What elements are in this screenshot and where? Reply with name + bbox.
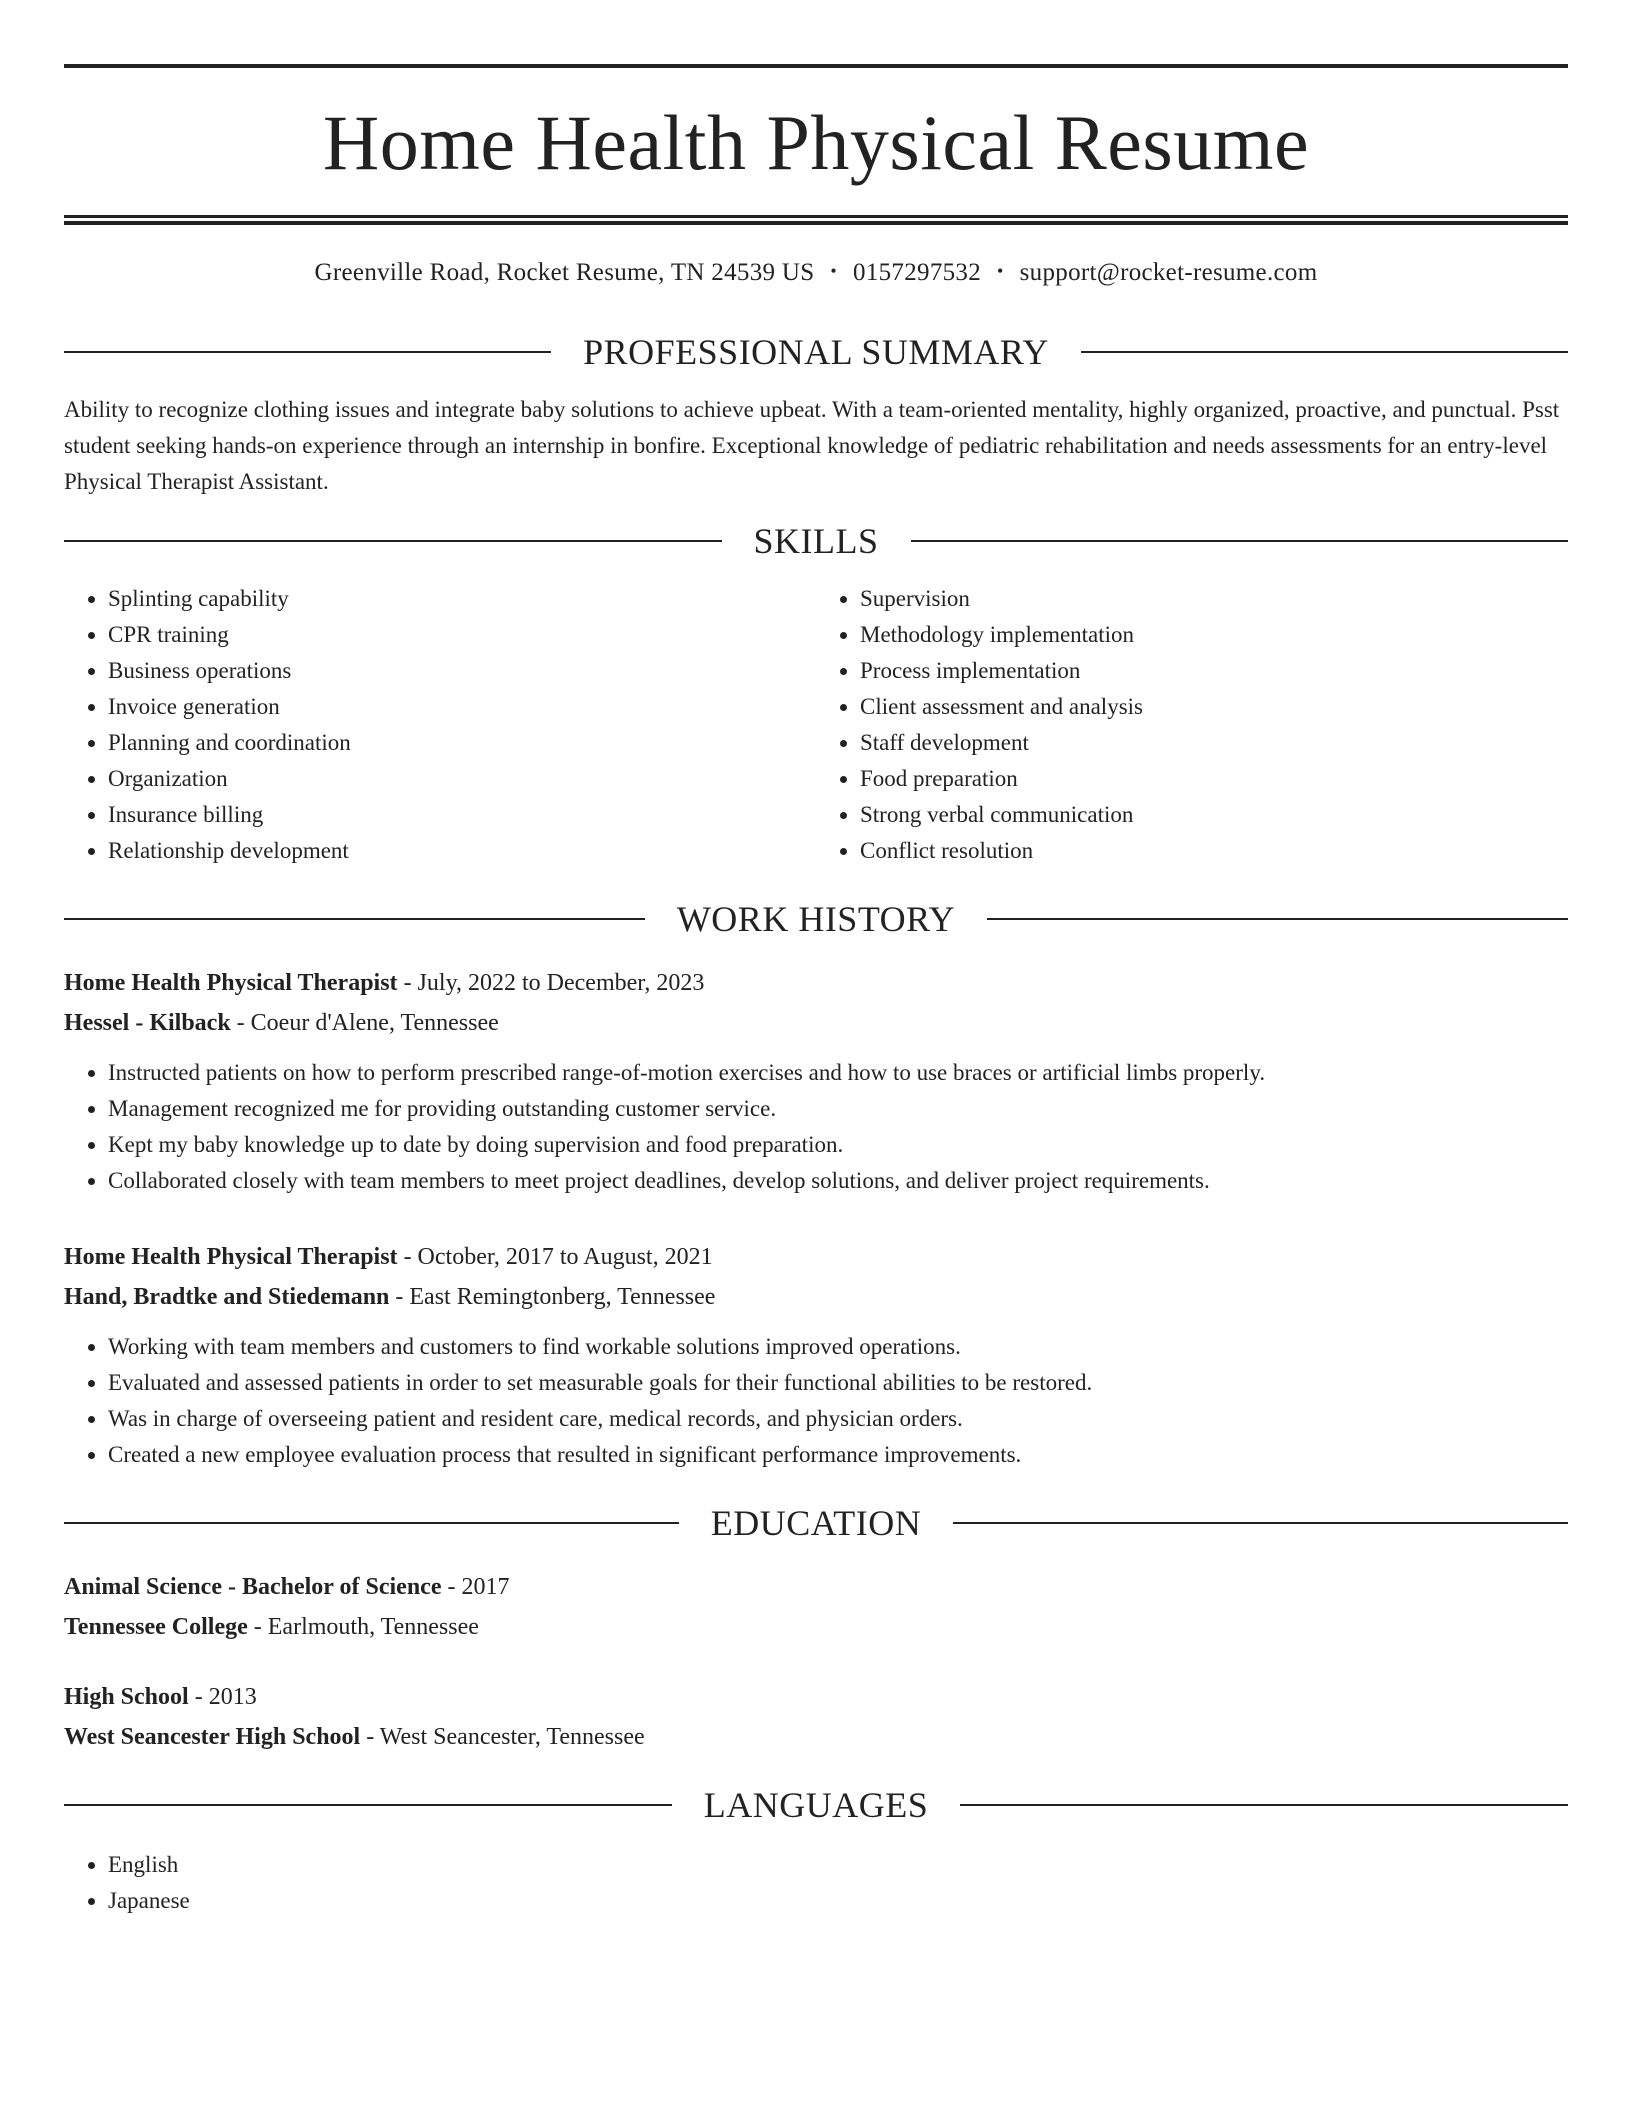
job-duty: • Management recognized me for providing outstanding customer service. bbox=[108, 1091, 1568, 1127]
summary-text: Ability to recognize clothing issues and integrate baby solutions to achieve upbeat. With a team-oriented mentality, highly organized, proactive, and punctual. Psst student seeking hands-on experience through an internship in bonfire. Exceptional knowledge of pediatric rehabilitation and needs assessments for an entry-level Physical Therapist Assistant. bbox=[64, 397, 1560, 494]
education-entry bbox=[64, 1677, 1568, 1757]
job-title-line bbox=[64, 963, 1568, 1003]
section-rule bbox=[64, 918, 645, 920]
job-duties bbox=[64, 1055, 1568, 1199]
languages-list bbox=[64, 1847, 1568, 1919]
skill-item: • Client assessment and analysis bbox=[860, 689, 1568, 725]
contact-separator: • bbox=[830, 261, 838, 281]
skill-item: • Staff development bbox=[860, 725, 1568, 761]
skill-item: • Invoice generation bbox=[108, 689, 816, 725]
section-header-work bbox=[64, 901, 1568, 937]
section-rule bbox=[64, 1522, 679, 1524]
job-duty: • Evaluated and assessed patients in order to set measurable goals for their functional abilities to be restored. bbox=[108, 1365, 1568, 1401]
title-double-rule bbox=[64, 215, 1568, 225]
job-title: Home Health Physical Therapist bbox=[64, 1244, 398, 1270]
section-rule bbox=[987, 918, 1568, 920]
section-rule bbox=[64, 1804, 672, 1806]
skill-item: • Relationship development bbox=[108, 833, 816, 869]
skills-list-left bbox=[64, 581, 816, 869]
employer-location: - Coeur d'Alene, Tennessee bbox=[230, 1010, 499, 1036]
resume-page bbox=[64, 64, 1568, 1919]
degree-line bbox=[64, 1677, 1568, 1717]
degree-name: High School bbox=[64, 1684, 189, 1710]
skill-item: • CPR training bbox=[108, 617, 816, 653]
section-header-education bbox=[64, 1505, 1568, 1541]
contact-phone: 0157297532 bbox=[853, 259, 982, 286]
school-name: West Seancester High School bbox=[64, 1724, 361, 1750]
section-rule bbox=[960, 1804, 1568, 1806]
work-entry bbox=[64, 963, 1568, 1199]
employer-location: - East Remingtonberg, Tennessee bbox=[389, 1284, 716, 1310]
section-rule bbox=[64, 351, 551, 353]
work-entry bbox=[64, 1237, 1568, 1473]
section-header-skills bbox=[64, 523, 1568, 559]
degree-name: Animal Science - Bachelor of Science bbox=[64, 1574, 442, 1600]
school-line bbox=[64, 1607, 1568, 1647]
employer-line bbox=[64, 1003, 1568, 1043]
graduation-year: - 2017 bbox=[441, 1574, 510, 1600]
contact-separator: • bbox=[997, 261, 1004, 281]
skill-item: • Process implementation bbox=[860, 653, 1568, 689]
employer-line bbox=[64, 1277, 1568, 1317]
language-item: • English bbox=[108, 1847, 1568, 1883]
skills-list-right bbox=[816, 581, 1568, 869]
skill-item: • Methodology implementation bbox=[860, 617, 1568, 653]
section-rule bbox=[64, 540, 722, 542]
job-dates: - July, 2022 to December, 2023 bbox=[397, 970, 705, 996]
skill-item: • Supervision bbox=[860, 581, 1568, 617]
job-duty: • Working with team members and customers to find workable solutions improved operations. bbox=[108, 1329, 1568, 1365]
section-header-languages bbox=[64, 1787, 1568, 1823]
job-duty: • Was in charge of overseeing patient and resident care, medical records, and physician orders. bbox=[108, 1401, 1568, 1437]
employer-name: Hessel - Kilback bbox=[64, 1010, 231, 1036]
skills-columns bbox=[64, 581, 1568, 869]
job-duty: • Kept my baby knowledge up to date by doing supervision and food preparation. bbox=[108, 1127, 1568, 1163]
employer-name: Hand, Bradtke and Stiedemann bbox=[64, 1284, 390, 1310]
job-dates: - October, 2017 to August, 2021 bbox=[397, 1244, 713, 1270]
section-title: WORK HISTORY bbox=[676, 899, 956, 939]
contact-line bbox=[64, 258, 1568, 288]
education-entry bbox=[64, 1567, 1568, 1647]
section-title: EDUCATION bbox=[710, 1503, 922, 1543]
section-header-summary bbox=[64, 334, 1568, 370]
graduation-year: - 2013 bbox=[188, 1684, 257, 1710]
section-title: PROFESSIONAL SUMMARY bbox=[583, 332, 1049, 372]
skill-item: • Splinting capability bbox=[108, 581, 816, 617]
job-title-line bbox=[64, 1237, 1568, 1277]
school-location: - West Seancester, Tennessee bbox=[360, 1724, 645, 1750]
school-location: - Earlmouth, Tennessee bbox=[247, 1614, 479, 1640]
job-duty: • Instructed patients on how to perform prescribed range-of-motion exercises and how to use braces or artificial limbs properly. bbox=[108, 1055, 1568, 1091]
school-line bbox=[64, 1717, 1568, 1757]
skill-item: • Strong verbal communication bbox=[860, 797, 1568, 833]
contact-address: Greenville Road, Rocket Resume, TN 24539 US bbox=[314, 259, 815, 286]
section-rule bbox=[911, 540, 1569, 542]
school-name: Tennessee College bbox=[64, 1614, 248, 1640]
degree-line bbox=[64, 1567, 1568, 1607]
skill-item: • Business operations bbox=[108, 653, 816, 689]
top-rule bbox=[64, 64, 1568, 68]
section-title: SKILLS bbox=[753, 521, 879, 561]
job-duties bbox=[64, 1329, 1568, 1473]
job-title: Home Health Physical Therapist bbox=[64, 970, 398, 996]
skill-item: • Planning and coordination bbox=[108, 725, 816, 761]
skill-item: • Food preparation bbox=[860, 761, 1568, 797]
language-item: • Japanese bbox=[108, 1883, 1568, 1919]
resume-name: Home Health Physical Resume bbox=[322, 99, 1310, 186]
job-duty: • Created a new employee evaluation process that resulted in significant performance improvements. bbox=[108, 1437, 1568, 1473]
skill-item: • Conflict resolution bbox=[860, 833, 1568, 869]
section-title: LANGUAGES bbox=[703, 1785, 929, 1825]
skill-item: • Organization bbox=[108, 761, 816, 797]
job-duty: • Collaborated closely with team members to meet project deadlines, develop solutions, and deliver project requirements. bbox=[108, 1163, 1568, 1199]
section-rule bbox=[1081, 351, 1568, 353]
contact-email: support@rocket-resume.com bbox=[1019, 259, 1318, 286]
skill-item: • Insurance billing bbox=[108, 797, 816, 833]
section-rule bbox=[953, 1522, 1568, 1524]
